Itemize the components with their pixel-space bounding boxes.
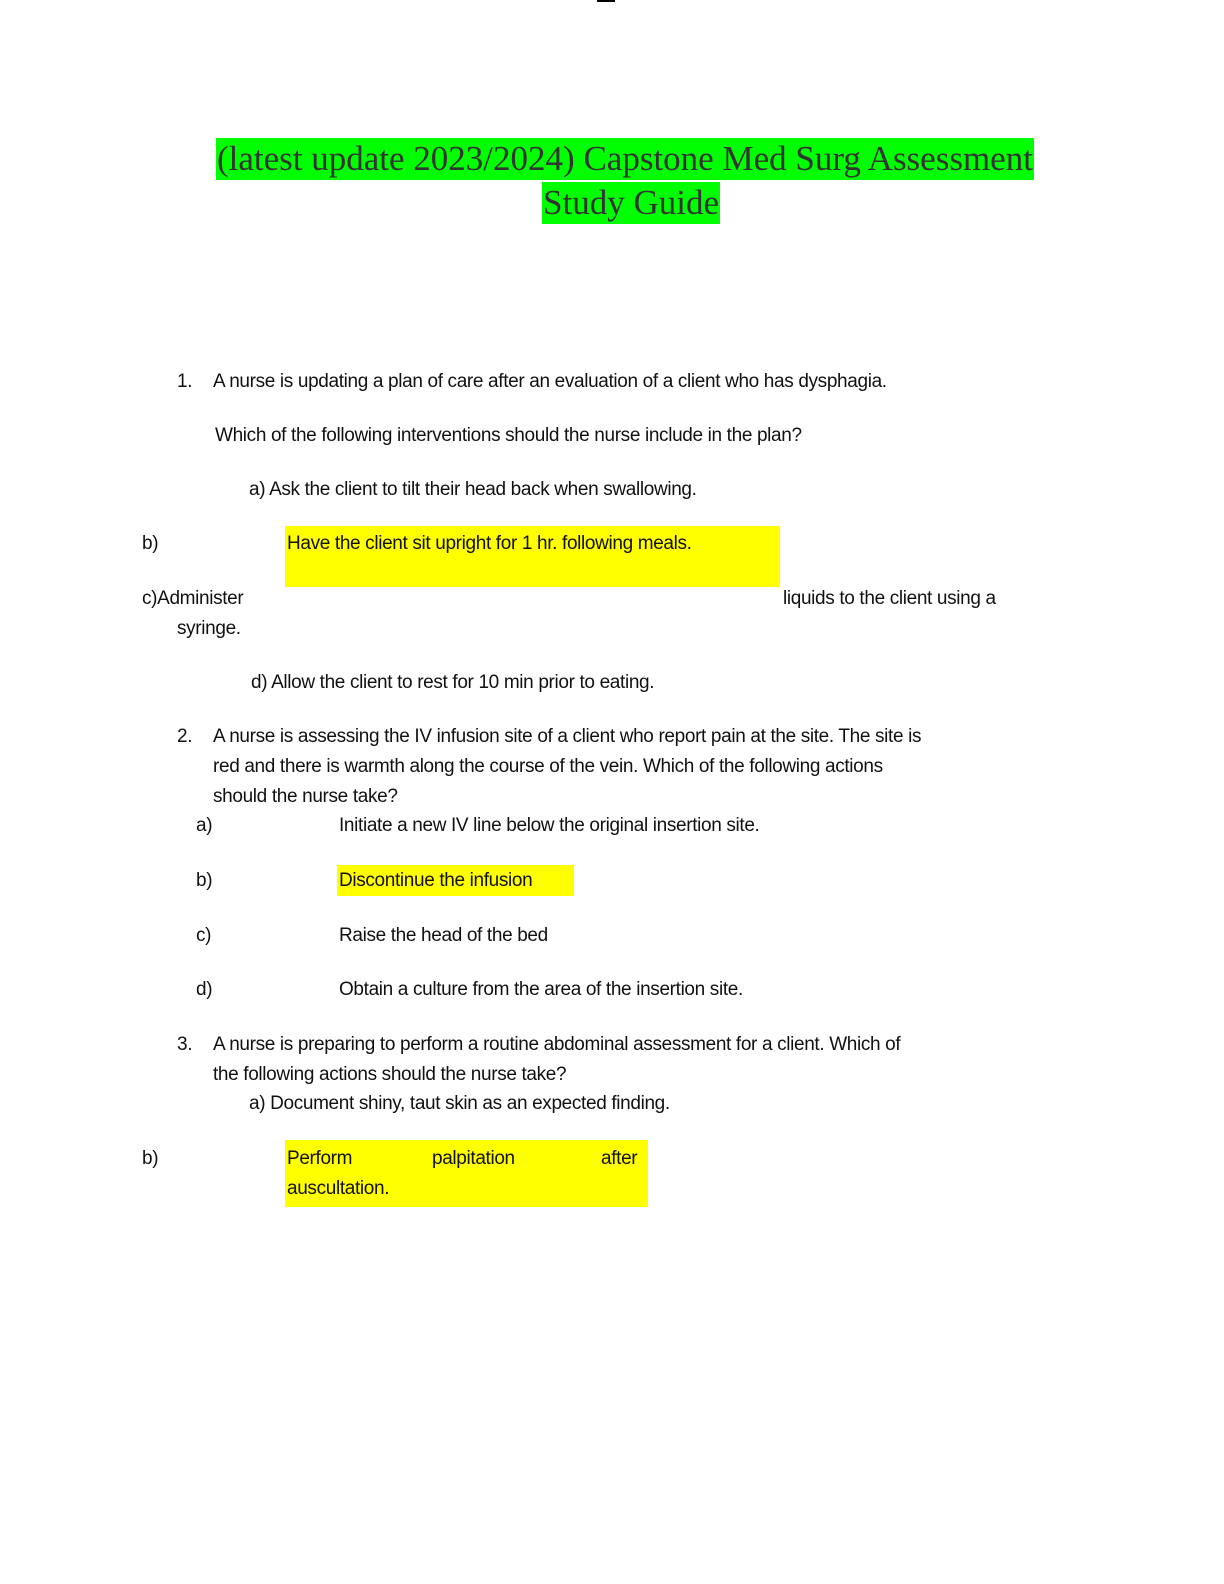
question-2-stem-line-2: red and there is warmth along the course of the vein. Which of the following actions [213,756,883,777]
q1-option-c-text: liquids to the client using a [783,588,996,609]
q2-option-d-label: d) [196,979,213,1000]
q3-option-b-label: b) [142,1148,159,1169]
q2-option-a: Initiate a new IV line below the original insertion site. [339,815,760,836]
question-2-stem-line-3: should the nurse take? [213,786,398,807]
question-3-stem-line-1: A nurse is preparing to perform a routine abdominal assessment for a client. Which of [213,1034,901,1055]
q2-option-c: Raise the head of the bed [339,925,548,946]
q2-option-b-label: b) [196,870,213,891]
q3-option-b-word-3: after [601,1148,638,1169]
question-2-stem-line-1: A nurse is assessing the IV infusion site of a client who report pain at the site. The site is [213,726,922,747]
page-mark [597,0,615,2]
q1-option-c-continued: syringe. [177,618,241,639]
question-3-stem-line-2: the following actions should the nurse take? [213,1064,567,1085]
q2-option-a-label: a) [196,815,213,836]
question-2-number: 2. [177,726,193,747]
q1-option-b-label: b) [142,533,159,554]
q3-option-b-word-1: Perform [287,1148,353,1169]
title-line-1: (latest update 2023/2024) Capstone Med Surg Assessment [217,139,1033,178]
q1-option-b-correct: Have the client sit upright for 1 hr. following meals. [287,533,692,554]
question-1-stem: A nurse is updating a plan of care after an evaluation of a client who has dysphagia. [213,371,887,392]
q1-option-a: a) Ask the client to tilt their head back when swallowing. [249,479,697,500]
q1-option-c-label: c)Administer [142,588,244,609]
question-1-number: 1. [177,371,193,392]
question-3-number: 3. [177,1034,193,1055]
title-line-2: Study Guide [543,183,719,222]
q2-option-b-correct: Discontinue the infusion [339,870,533,891]
question-1-stem-2: Which of the following interventions should the nurse include in the plan? [215,425,802,446]
q2-option-c-label: c) [196,925,212,946]
q3-option-a: a) Document shiny, taut skin as an expected finding. [249,1093,670,1114]
q3-option-b-word-2: palpitation [432,1148,515,1169]
q2-option-d: Obtain a culture from the area of the insertion site. [339,979,743,1000]
q3-option-b-continued: auscultation. [287,1178,390,1199]
q1-option-d: d) Allow the client to rest for 10 min prior to eating. [251,672,655,693]
